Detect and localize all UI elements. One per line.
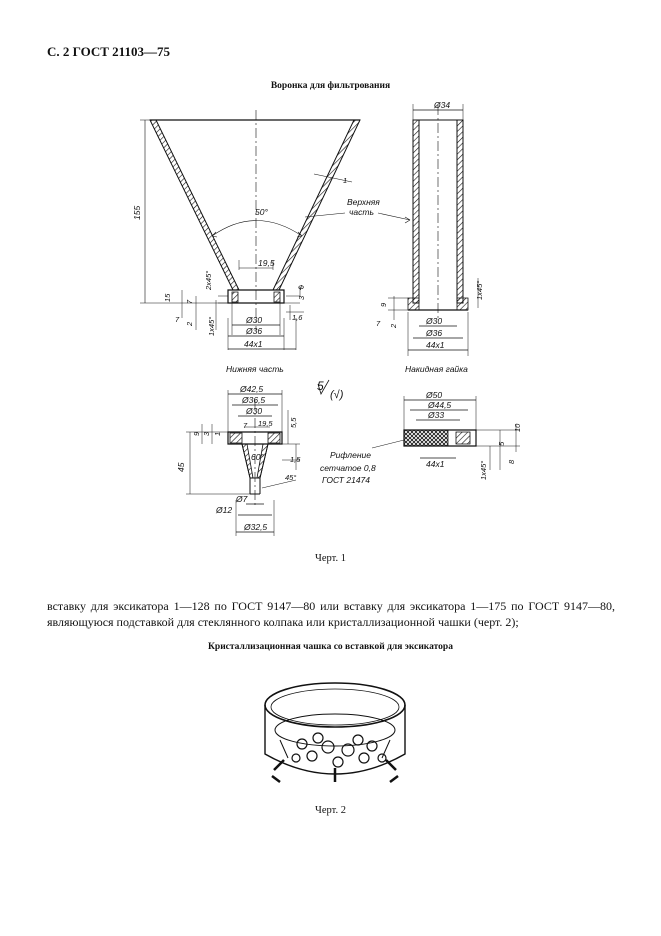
dim-label: 9 bbox=[192, 431, 201, 436]
dim-label: 3 bbox=[202, 431, 211, 436]
dim-label: 50° bbox=[255, 207, 268, 217]
dim-label: 15 bbox=[163, 293, 172, 302]
funnel-lower-fitting bbox=[182, 287, 304, 350]
dim-label: 1х45° bbox=[207, 316, 216, 336]
dim-label: Ø30 bbox=[426, 316, 443, 326]
upper-part-label-line2: часть bbox=[349, 207, 374, 217]
dim-label: 2х45° bbox=[204, 270, 213, 290]
knurl-label-line1: Рифление bbox=[330, 450, 371, 460]
page-header: С. 2 ГОСТ 21103—75 bbox=[47, 44, 170, 59]
figure2-title: Кристаллизационная чашка со вставкой для эксикатора bbox=[208, 642, 453, 652]
dim-label: Ø30 bbox=[246, 406, 263, 416]
dim-label: Ø36,5 bbox=[242, 395, 266, 405]
dim-label: 2 bbox=[389, 323, 398, 328]
dim-label: Ø50 bbox=[426, 390, 443, 400]
dim-label: 8 bbox=[507, 459, 516, 464]
dim-label: 7 bbox=[185, 299, 194, 304]
upper-part-label-line1: Верхняя bbox=[347, 197, 380, 207]
dim-label: 1х45° bbox=[479, 460, 488, 480]
dim-label: Ø33 bbox=[428, 410, 445, 420]
dim-label: 60° bbox=[251, 452, 264, 462]
dim-label: Ø32,5 bbox=[244, 522, 268, 532]
dim-label: Ø34 bbox=[434, 100, 451, 110]
dim-label: Ø36 bbox=[426, 328, 443, 338]
figure1-caption: Черт. 1 bbox=[315, 553, 346, 564]
dim-label: 3 bbox=[297, 295, 306, 300]
crystallization-dish-drawing bbox=[250, 672, 420, 800]
insert-plate bbox=[275, 714, 395, 746]
dim-label: 44х1 bbox=[426, 459, 445, 469]
figure1-title: Воронка для фильтрования bbox=[270, 81, 391, 91]
insert-leg bbox=[386, 760, 398, 782]
knurl-label-line2: сетчатое 0,8 bbox=[320, 463, 376, 473]
lower-part-label: Нижняя часть bbox=[226, 364, 284, 374]
dim-label: Ø30 bbox=[246, 315, 263, 325]
dim-label: 10 bbox=[513, 423, 522, 432]
knurl-label-line3: ГОСТ 21474 bbox=[322, 475, 370, 485]
dim-label: Ø42,5 bbox=[240, 384, 264, 394]
dim-label: 7 bbox=[243, 421, 248, 430]
dim-label: 2 bbox=[185, 321, 194, 326]
lower-part-drawing bbox=[186, 390, 300, 536]
dim-label: 44х1 bbox=[426, 340, 445, 350]
cap-nut-label: Накидная гайка bbox=[405, 364, 468, 374]
dim-label: 1,5 bbox=[290, 455, 301, 464]
dim-label: Ø36 bbox=[246, 326, 263, 336]
dim-label: 7 bbox=[376, 319, 381, 328]
dim-label: 7 bbox=[175, 315, 180, 324]
body-paragraph: вставку для эксикатора 1—128 по ГОСТ 9147—80 или вставку для эксикатора 1—175 по ГОСТ 9147—80, являющуюся подставкой для стеклянного колпака или кристаллизационной чашки (черт. 2); bbox=[47, 599, 615, 629]
roughness-value: 5 bbox=[317, 379, 324, 393]
dim-label: Ø12 bbox=[216, 505, 233, 515]
dim-label: 5,5 bbox=[289, 417, 298, 428]
dim-label: Ф bbox=[298, 283, 304, 292]
dim-label: 45° bbox=[285, 473, 297, 482]
dim-label: 1 bbox=[213, 431, 222, 436]
dim-label: 19,5 bbox=[258, 258, 275, 268]
dim-label: 1 bbox=[343, 176, 348, 185]
dim-label: Ø44,5 bbox=[428, 400, 452, 410]
dim-label: Ø7 bbox=[236, 494, 248, 504]
dim-label: 5 bbox=[497, 441, 506, 446]
dim-label: 1х45° bbox=[475, 280, 484, 300]
dim-label: 155 bbox=[132, 205, 142, 220]
figure2-caption: Черт. 2 bbox=[315, 805, 346, 816]
dim-label: 45 bbox=[176, 462, 186, 472]
dim-label: 1,6 bbox=[292, 313, 303, 322]
dim-label: 44х1 bbox=[244, 339, 263, 349]
dim-label: 19,5 bbox=[258, 419, 273, 428]
roughness-paren: (√) bbox=[330, 389, 344, 401]
insert-leg bbox=[272, 760, 284, 782]
dim-label: 9 bbox=[379, 302, 388, 307]
